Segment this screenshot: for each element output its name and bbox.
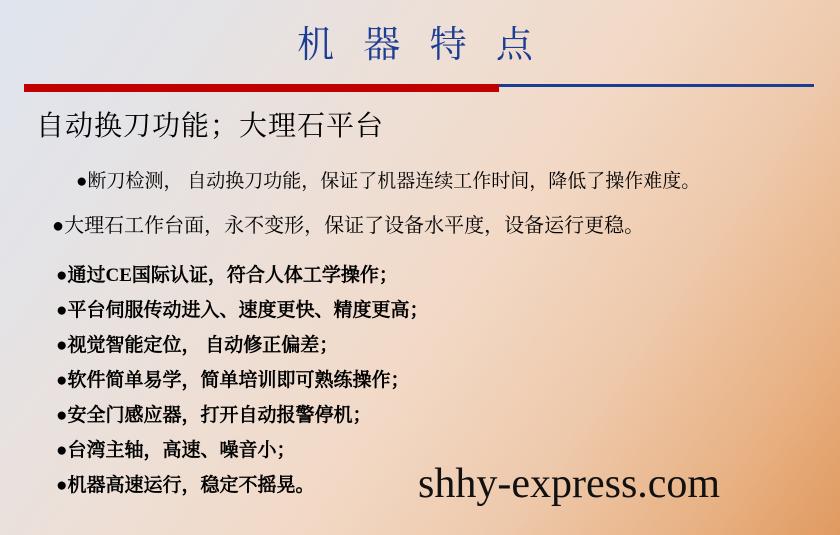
list-item: ●软件简单易学，简单培训即可熟练操作；	[56, 370, 410, 391]
list-item: ●台湾主轴，高速、噪音小；	[56, 440, 296, 461]
page-title: 机 器 特 点	[297, 25, 543, 66]
list-item: ●大理石工作台面，永不变形，保证了设备水平度，设备运行更稳。	[52, 214, 645, 237]
highlight-list	[0, 168, 840, 241]
list-item: ●视觉智能定位， 自动修正偏差；	[56, 335, 339, 356]
list-item: ●平台伺服传动进入、速度更快、精度更高；	[56, 300, 429, 321]
list-item: ●机器高速运行，稳定不摇晃。	[56, 475, 315, 496]
subheading: 自动换刀功能；大理石平台	[36, 111, 385, 142]
list-item: ●安全门感应器，打开自动报警停机；	[56, 405, 372, 426]
list-item: ●断刀检测， 自动换刀功能，保证了机器连续工作时间，降低了操作难度。	[76, 171, 701, 192]
title-accent-bar	[24, 84, 499, 92]
watermark: shhy-express.com	[418, 461, 721, 507]
list-item: ●通过CE国际认证，符合人体工学操作；	[56, 265, 398, 286]
